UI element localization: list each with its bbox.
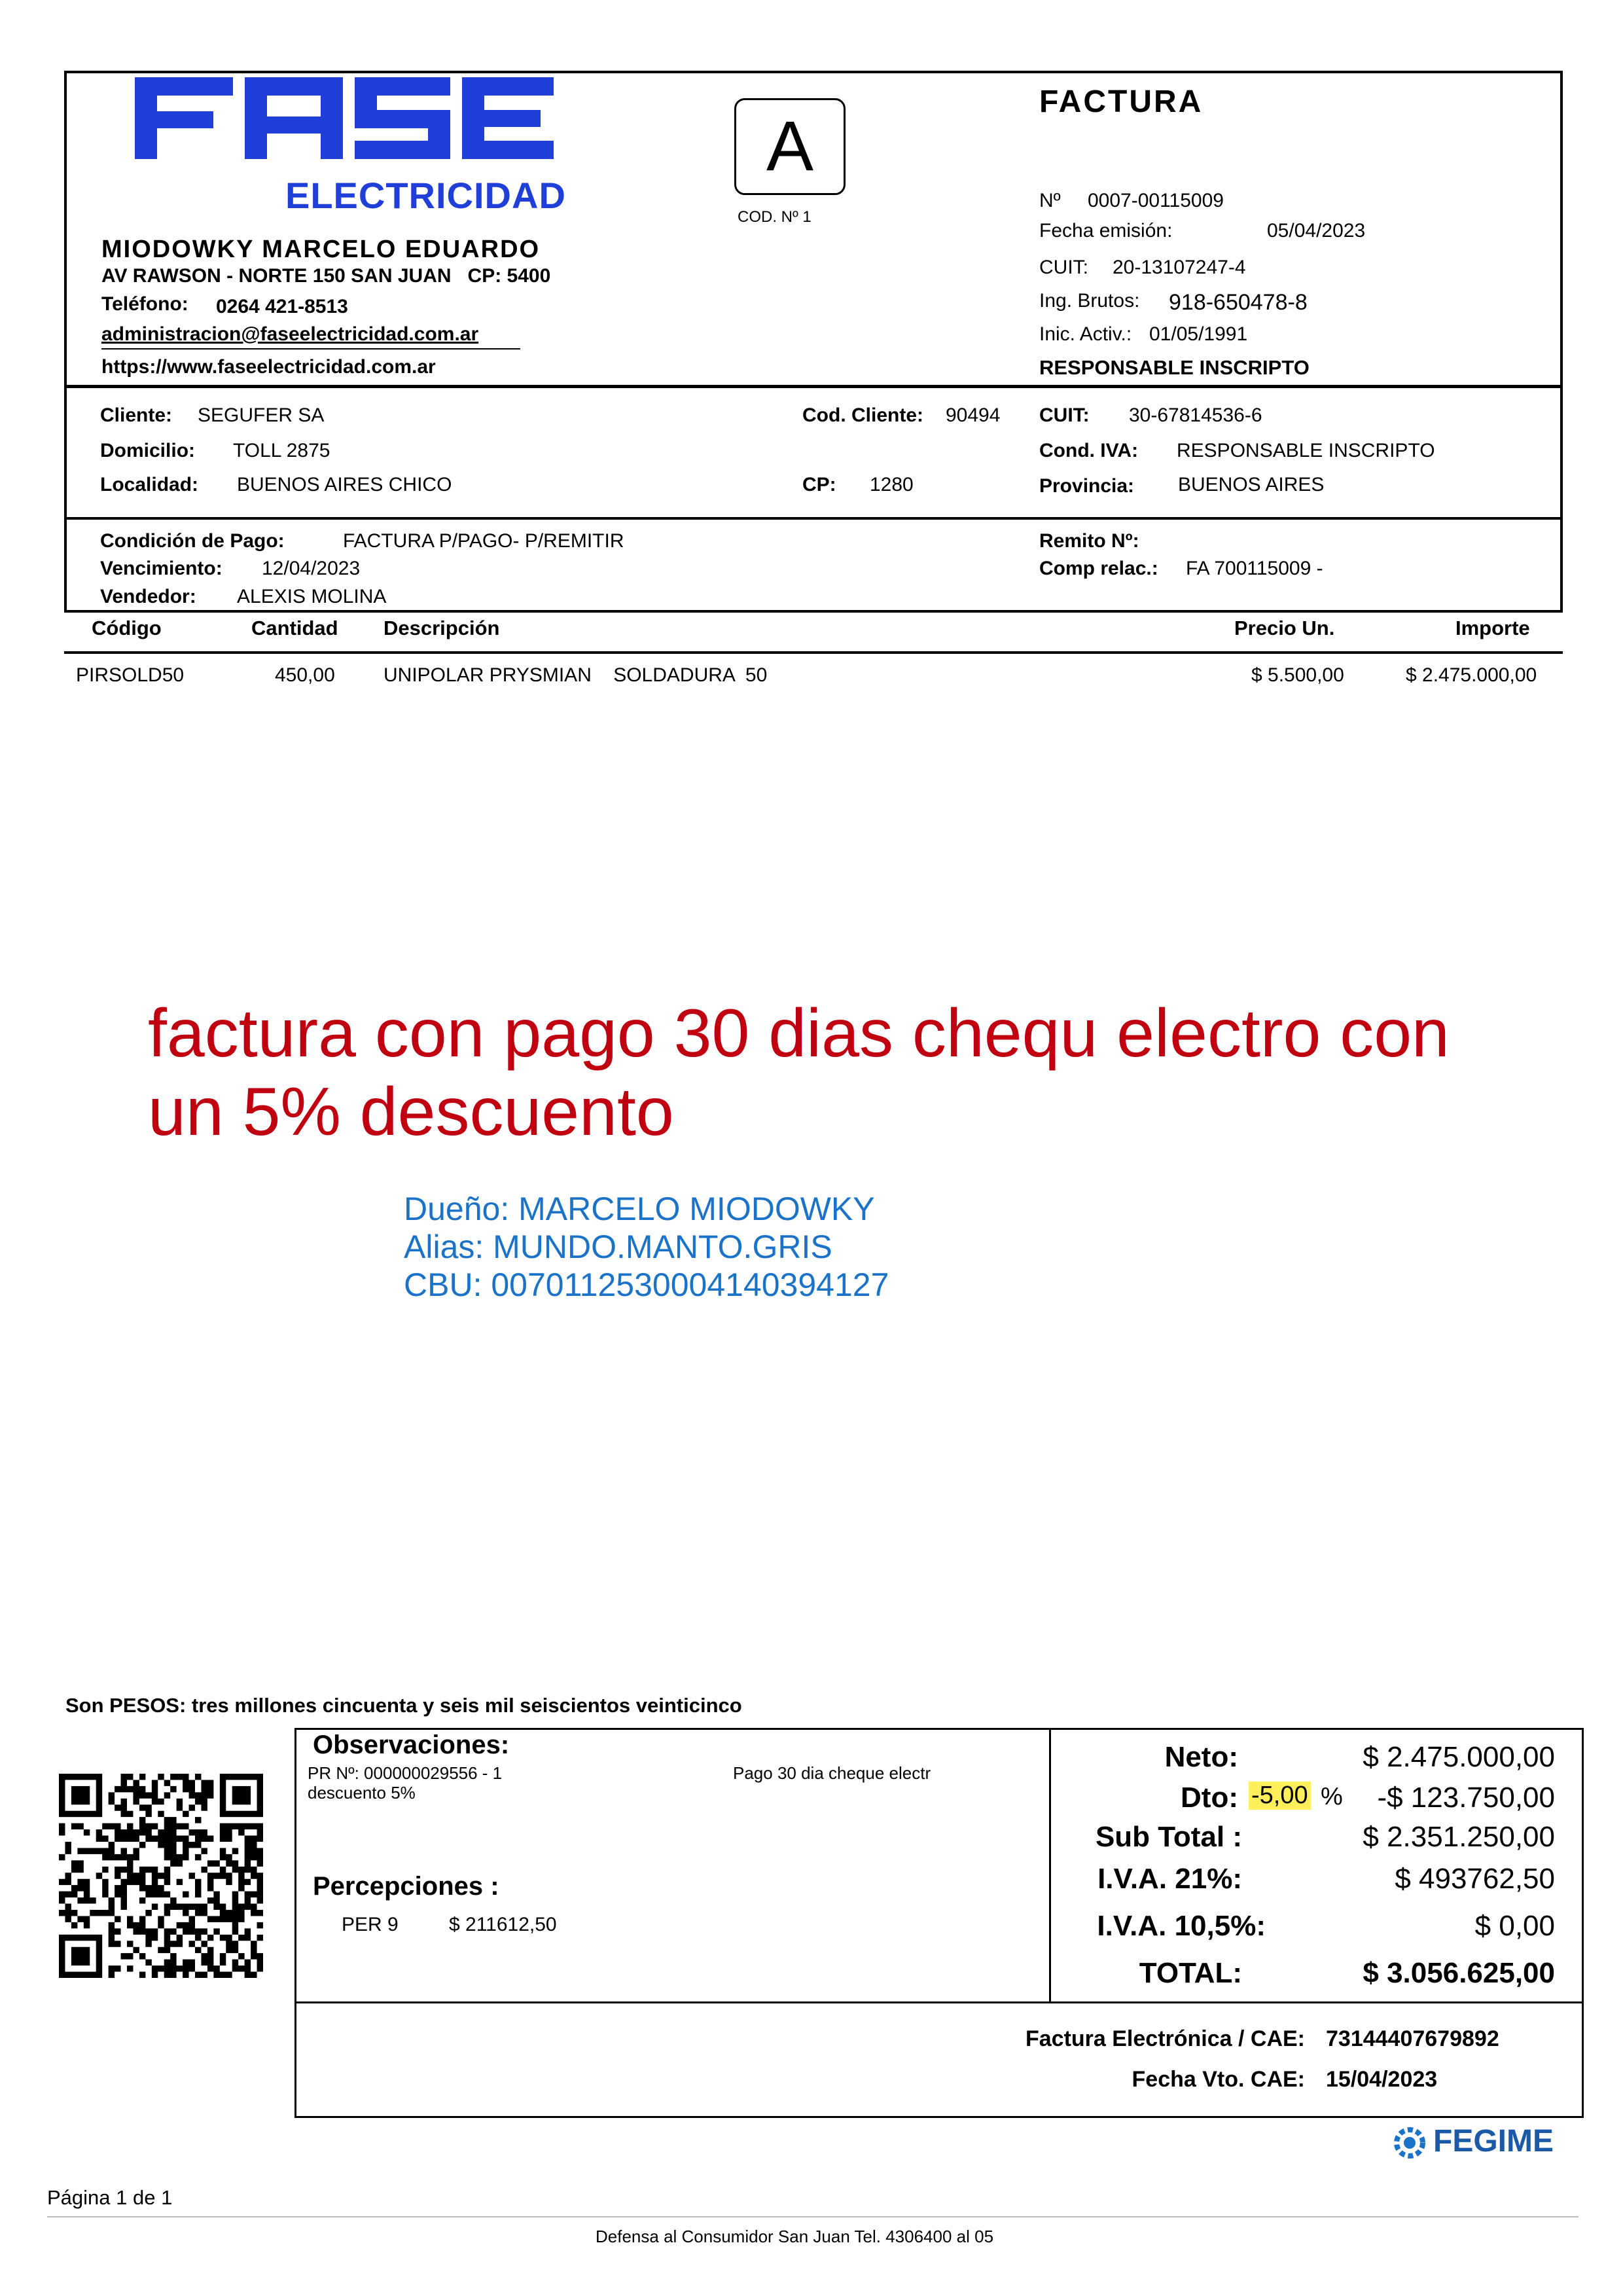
amount-in-words: Son PESOS: tres millones cincuenta y seis mil seiscientos veinticinco	[65, 1694, 742, 1717]
company-logo	[135, 77, 566, 216]
qr-finder-center	[71, 1786, 90, 1804]
cae-number: 73144407679892	[1326, 2026, 1499, 2051]
company-phone-label: Teléfono:	[101, 293, 188, 315]
discount-amount: -$ 123.750,00	[1377, 1782, 1555, 1814]
client-cuit-label: CUIT:	[1039, 404, 1090, 426]
observations-title: Observaciones:	[313, 1731, 510, 1759]
row-qty: 450,00	[275, 664, 335, 686]
page-indicator: Página 1 de 1	[47, 2186, 173, 2209]
logo-subtitle: ELECTRICIDAD	[285, 175, 566, 216]
issue-date-label: Fecha emisión:	[1039, 220, 1173, 242]
row-code: PIRSOLD50	[76, 664, 185, 686]
email-underline	[101, 348, 520, 350]
qr-code	[59, 1774, 263, 1978]
col-header-desc: Descripción	[383, 617, 500, 639]
related-doc: FA 700115009 -	[1186, 558, 1323, 579]
company-email[interactable]: administracion@faseelectricidad.com.ar	[101, 323, 479, 345]
payment-label: Condición de Pago:	[100, 530, 285, 552]
observations-line-1: PR Nº: 000000029556 - 1	[308, 1763, 503, 1783]
client-city: BUENOS AIRES CHICO	[237, 474, 452, 495]
discount-percent: -5,00	[1249, 1782, 1311, 1810]
due-label: Vencimiento:	[100, 558, 223, 579]
activity-start: 01/05/1991	[1149, 323, 1248, 345]
remito-label: Remito Nº:	[1039, 530, 1139, 552]
iva105-label: I.V.A. 10,5%:	[1097, 1910, 1266, 1942]
cae-due-label: Fecha Vto. CAE:	[1132, 2067, 1305, 2092]
footer-rule	[47, 2216, 1578, 2217]
row-amount: $ 2.475.000,00	[1406, 664, 1537, 686]
col-header-amount: Importe	[1455, 617, 1530, 639]
client-name: SEGUFER SA	[198, 404, 325, 426]
iva21-label: I.V.A. 21%:	[1097, 1863, 1242, 1895]
qr-finder-center	[232, 1786, 251, 1804]
discount-percent-symbol: %	[1321, 1783, 1343, 1810]
doc-type-box	[734, 98, 846, 195]
fegime-logo	[1390, 2121, 1567, 2170]
invoice-title: FACTURA	[1039, 84, 1204, 119]
activity-start-label: Inic. Activ.:	[1039, 323, 1132, 345]
client-province-label: Provincia:	[1039, 475, 1135, 497]
subtotal-label: Sub Total :	[1095, 1821, 1242, 1853]
doc-type-letter: A	[766, 106, 814, 185]
qr-finder-center	[71, 1947, 90, 1965]
client-address: TOLL 2875	[233, 440, 330, 461]
gear-icon	[1390, 2123, 1429, 2162]
due-date: 12/04/2023	[262, 558, 361, 579]
discount-label: Dto:	[1181, 1782, 1238, 1814]
invoice-number-label: Nº	[1039, 190, 1061, 211]
perceptions-title: Percepciones :	[313, 1872, 499, 1901]
subtotal-amount: $ 2.351.250,00	[1363, 1821, 1555, 1853]
doc-type-code: COD. Nº 1	[738, 208, 812, 226]
iibb-number: 918-650478-8	[1169, 290, 1308, 315]
cbu-note: CBU: 0070112530004140394127	[404, 1266, 889, 1303]
row-description: UNIPOLAR PRYSMIAN SOLDADURA 50	[383, 664, 768, 686]
client-cuit: 30-67814536-6	[1129, 404, 1262, 426]
cae-label: Factura Electrónica / CAE:	[1025, 2026, 1305, 2051]
perception-value: $ 211612,50	[449, 1914, 557, 1935]
observations-line-2: descuento 5%	[308, 1783, 416, 1803]
owner-note: Dueño: MARCELO MIODOWKY	[404, 1191, 875, 1227]
company-phone: 0264 421-8513	[216, 296, 348, 317]
client-address-label: Domicilio:	[100, 440, 196, 461]
client-code: 90494	[946, 404, 1001, 426]
total-amount: $ 3.056.625,00	[1363, 1957, 1555, 1989]
payment-condition: FACTURA P/PAGO- P/REMITIR	[343, 530, 624, 552]
company-owner: MIODOWKY MARCELO EDUARDO	[101, 236, 541, 263]
related-doc-label: Comp relac.:	[1039, 558, 1158, 579]
issue-date: 05/04/2023	[1267, 220, 1366, 242]
divider	[64, 385, 1563, 388]
totals-divider-h	[294, 2001, 1584, 2003]
net-label: Neto:	[1164, 1741, 1238, 1773]
iibb-label: Ing. Brutos:	[1039, 290, 1140, 312]
cae-due-date: 15/04/2023	[1326, 2067, 1438, 2092]
annotation-line-1: factura con pago 30 dias chequ electro con	[148, 996, 1450, 1071]
client-iva: RESPONSABLE INSCRIPTO	[1177, 440, 1435, 461]
annotation-line-2: un 5% descuento	[148, 1074, 674, 1150]
client-label: Cliente:	[100, 404, 173, 426]
company-website[interactable]: https://www.faseelectricidad.com.ar	[101, 356, 436, 378]
tax-status: RESPONSABLE INSCRIPTO	[1039, 356, 1310, 379]
issuer-cuit-label: CUIT:	[1039, 257, 1088, 278]
total-label: TOTAL:	[1139, 1957, 1242, 1989]
company-address: AV RAWSON - NORTE 150 SAN JUAN CP: 5400	[101, 265, 551, 287]
net-amount: $ 2.475.000,00	[1363, 1741, 1555, 1773]
client-cp-label: CP:	[802, 474, 836, 495]
totals-divider-v	[1049, 1728, 1051, 2003]
iva105-amount: $ 0,00	[1474, 1910, 1555, 1942]
seller-name: ALEXIS MOLINA	[237, 586, 387, 607]
divider	[64, 517, 1563, 520]
fegime-wordmark: FEGIME	[1433, 2124, 1554, 2159]
alias-note: Alias: MUNDO.MANTO.GRIS	[404, 1229, 832, 1265]
issuer-cuit: 20-13107247-4	[1113, 257, 1246, 278]
observations-note: Pago 30 dia cheque electr	[733, 1763, 931, 1783]
seller-label: Vendedor:	[100, 586, 196, 607]
col-header-qty: Cantidad	[251, 617, 338, 639]
row-unit-price: $ 5.500,00	[1251, 664, 1344, 686]
client-iva-label: Cond. IVA:	[1039, 440, 1139, 461]
client-cp: 1280	[870, 474, 914, 495]
client-code-label: Cod. Cliente:	[802, 404, 923, 426]
table-header-line	[64, 651, 1563, 654]
consumer-defense-note: Defensa al Consumidor San Juan Tel. 4306400 al 05	[596, 2227, 994, 2246]
perception-name: PER 9	[342, 1914, 399, 1935]
client-province: BUENOS AIRES	[1178, 474, 1325, 495]
client-city-label: Localidad:	[100, 474, 199, 495]
col-header-price: Precio Un.	[1234, 617, 1335, 639]
invoice-number: 0007-00115009	[1088, 190, 1224, 211]
iva21-amount: $ 493762,50	[1395, 1863, 1555, 1895]
col-header-code: Código	[92, 617, 162, 639]
qr-code-graphic	[59, 1774, 263, 1978]
